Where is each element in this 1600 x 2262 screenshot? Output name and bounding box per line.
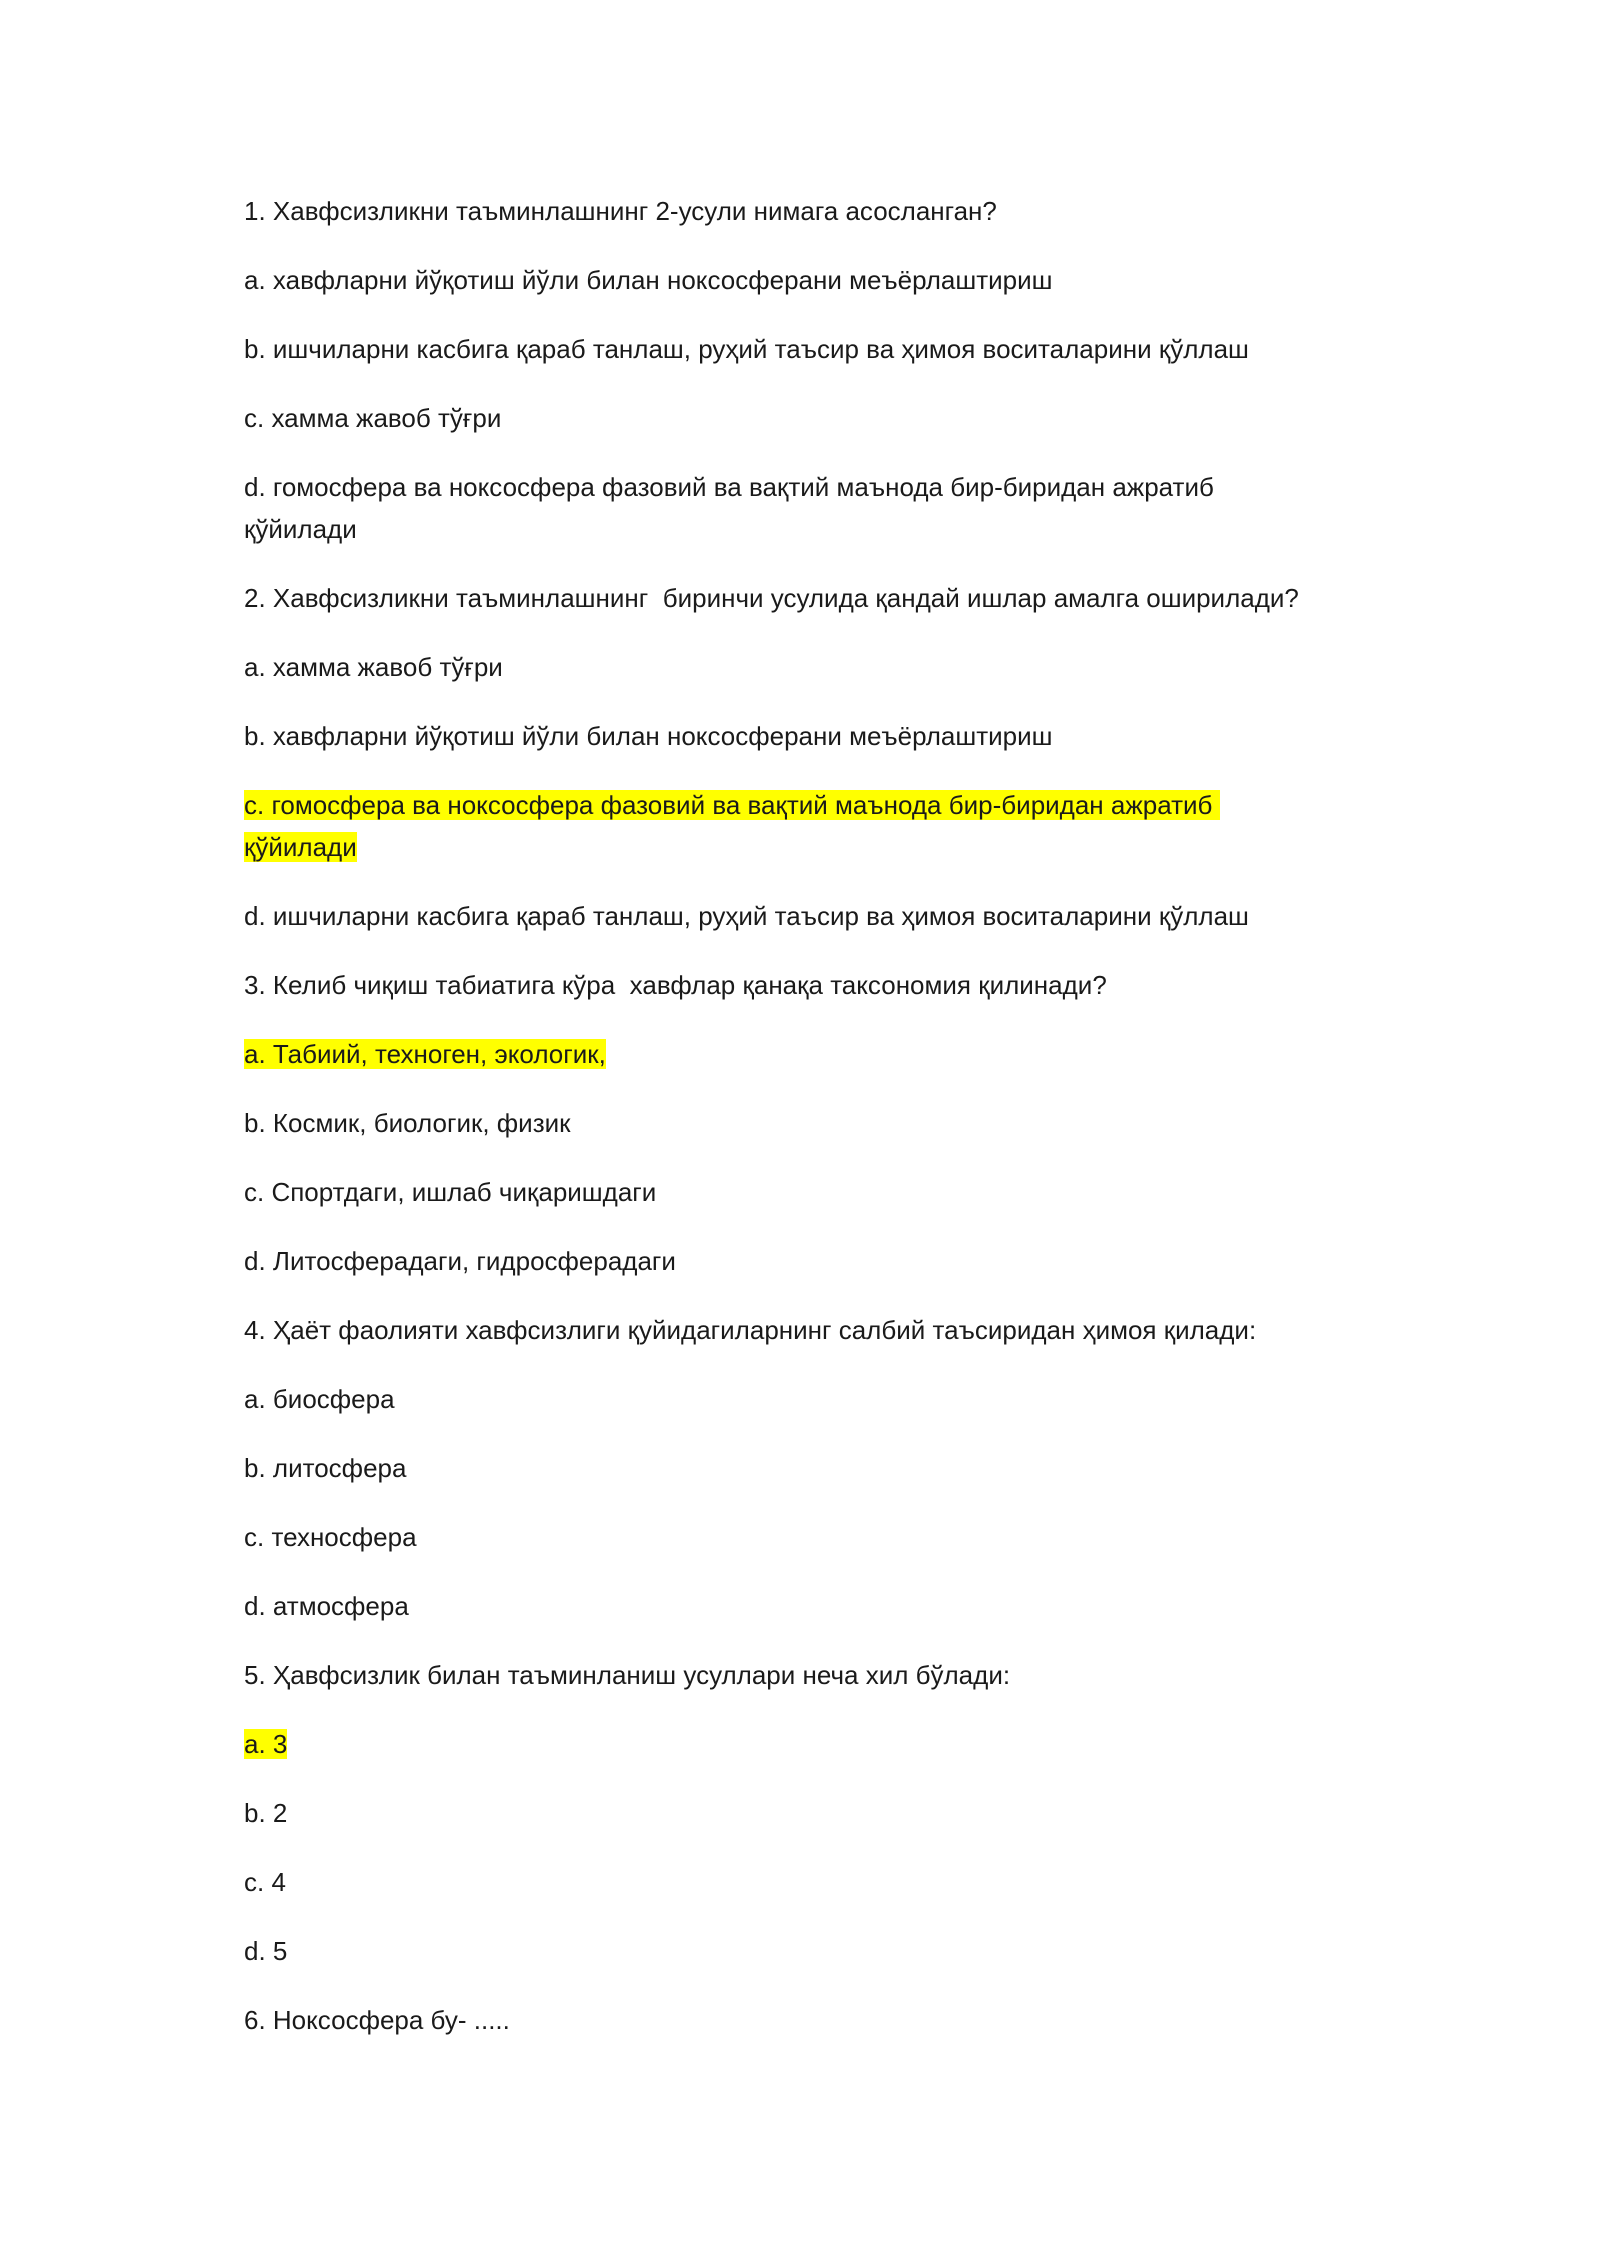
question-3-option-c	[244, 1171, 1374, 1213]
question-2-text: 2. Хавфсизликни таъминлашнинг биринчи усулида қандай ишлар амалга оширилади?	[244, 583, 1299, 613]
question-4-option-d	[244, 1585, 1374, 1627]
option-text: d. гомосфера ва ноксосфера фазовий ва вақтий маънода бир-биридан ажратиб	[244, 472, 1214, 502]
highlighted-answer: c. гомосфера ва ноксосфера фазовий ва вақтий маънода бир-биридан ажратиб	[244, 790, 1220, 820]
question-1-option-a	[244, 259, 1374, 301]
question-5-option-b	[244, 1792, 1374, 1834]
option-text: d. ишчиларни касбига қараб танлаш, руҳий таъсир ва ҳимоя воситаларини қўллаш	[244, 901, 1249, 931]
question-5-option-c	[244, 1861, 1374, 1903]
option-text: d. 5	[244, 1936, 288, 1966]
option-text: c. Спортдаги, ишлаб чиқаришдаги	[244, 1177, 657, 1207]
highlighted-answer-continued: қўйилади	[244, 832, 357, 862]
option-text: b. литосфера	[244, 1453, 407, 1483]
question-4-option-a	[244, 1378, 1374, 1420]
option-text-continued: қўйилади	[244, 514, 357, 544]
question-1-option-b	[244, 328, 1374, 370]
question-3-text: 3. Келиб чиқиш табиатига кўра хавфлар қанақа таксономия қилинади?	[244, 970, 1107, 1000]
option-text: a. хавфларни йўқотиш йўли билан ноксосферани меъёрлаштириш	[244, 265, 1053, 295]
question-2-option-a	[244, 646, 1374, 688]
question-1-option-d	[244, 466, 1374, 550]
option-text: d. атмосфера	[244, 1591, 409, 1621]
question-3-option-b	[244, 1102, 1374, 1144]
option-text: d. Литосферадаги, гидросферадаги	[244, 1246, 676, 1276]
option-text: b. Космик, биологик, физик	[244, 1108, 571, 1138]
option-text: c. 4	[244, 1867, 286, 1897]
question-3-option-d	[244, 1240, 1374, 1282]
question-5-option-d	[244, 1930, 1374, 1972]
option-text: c. техносфера	[244, 1522, 417, 1552]
question-2-option-d	[244, 895, 1374, 937]
question-3	[244, 964, 1374, 1006]
question-2-option-b	[244, 715, 1374, 757]
question-2-option-c-highlighted	[244, 784, 1374, 868]
option-text: b. хавфларни йўқотиш йўли билан ноксосферани меъёрлаштириш	[244, 721, 1053, 751]
question-1	[244, 190, 1374, 232]
option-text: a. биосфера	[244, 1384, 395, 1414]
highlighted-answer: a. Табиий, техноген, экологик,	[244, 1039, 606, 1069]
question-5-text: 5. Ҳавфсизлик билан таъминланиш усуллари неча хил бўлади:	[244, 1660, 1011, 1690]
document-content	[244, 190, 1374, 2068]
question-6-text: 6. Ноксосфера бу- .....	[244, 2005, 510, 2035]
question-5	[244, 1654, 1374, 1696]
option-text: b. 2	[244, 1798, 288, 1828]
option-text: c. хамма жавоб тўғри	[244, 403, 502, 433]
question-5-option-a-highlighted	[244, 1723, 1374, 1765]
question-1-text: 1. Хавфсизликни таъминлашнинг 2-усули нимага асосланган?	[244, 196, 997, 226]
question-3-option-a-highlighted	[244, 1033, 1374, 1075]
option-text: b. ишчиларни касбига қараб танлаш, руҳий таъсир ва ҳимоя воситаларини қўллаш	[244, 334, 1249, 364]
question-6	[244, 1999, 1374, 2041]
question-4	[244, 1309, 1374, 1351]
question-4-option-b	[244, 1447, 1374, 1489]
option-text: a. хамма жавоб тўғри	[244, 652, 503, 682]
highlighted-answer: a. 3	[244, 1729, 288, 1759]
question-4-text: 4. Ҳаёт фаолияти хавфсизлиги қуйидагиларнинг салбий таъсиридан ҳимоя қилади:	[244, 1315, 1257, 1345]
question-2	[244, 577, 1374, 619]
question-1-option-c	[244, 397, 1374, 439]
question-4-option-c	[244, 1516, 1374, 1558]
